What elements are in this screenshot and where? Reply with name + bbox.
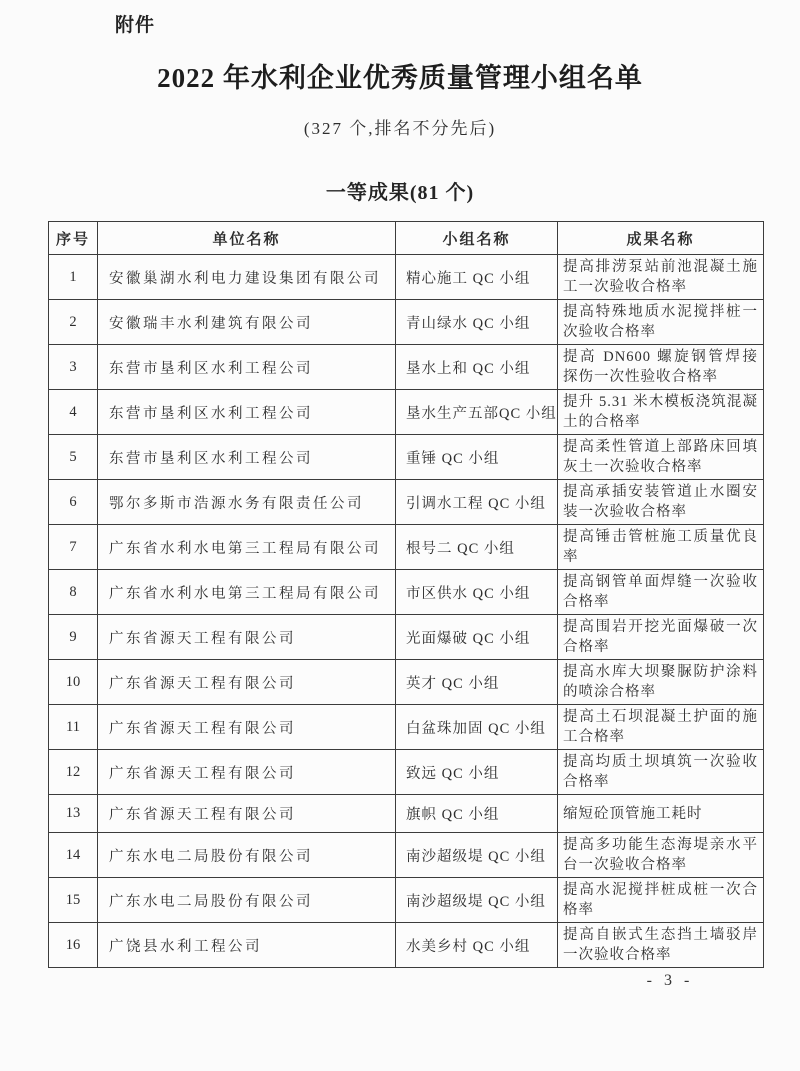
cell-group-name: 青山绿水 QC 小组 — [396, 300, 558, 345]
cell-achievement-name: 提升 5.31 米木模板浇筑混凝土的合格率 — [558, 390, 764, 435]
table-row — [49, 705, 764, 750]
results-table — [48, 221, 764, 968]
cell-unit-name: 东营市垦利区水利工程公司 — [98, 345, 396, 390]
cell-unit-name: 安徽巢湖水利电力建设集团有限公司 — [98, 255, 396, 300]
cell-serial-number: 2 — [49, 300, 98, 345]
cell-unit-name: 广东省源天工程有限公司 — [98, 660, 396, 705]
cell-serial-number: 13 — [49, 795, 98, 833]
cell-unit-name: 广东省源天工程有限公司 — [98, 615, 396, 660]
table-row — [49, 833, 764, 878]
table-row — [49, 878, 764, 923]
table-row — [49, 795, 764, 833]
column-header-achievement: 成果名称 — [558, 222, 764, 255]
cell-achievement-name: 提高自嵌式生态挡土墙驳岸一次验收合格率 — [558, 923, 764, 968]
attachment-label: 附件 — [115, 15, 156, 36]
cell-serial-number: 12 — [49, 750, 98, 795]
cell-serial-number: 11 — [49, 705, 98, 750]
cell-group-name: 白盆珠加固 QC 小组 — [396, 705, 558, 750]
cell-group-name: 垦水生产五部QC 小组 — [396, 390, 558, 435]
table-row — [49, 525, 764, 570]
cell-unit-name: 广东水电二局股份有限公司 — [98, 833, 396, 878]
cell-serial-number: 5 — [49, 435, 98, 480]
page-number: - 3 - — [646, 972, 694, 989]
table-row — [49, 750, 764, 795]
cell-serial-number: 3 — [49, 345, 98, 390]
cell-group-name: 南沙超级堤 QC 小组 — [396, 878, 558, 923]
cell-achievement-name: 提高承插安装管道止水圈安装一次验收合格率 — [558, 480, 764, 525]
cell-group-name: 南沙超级堤 QC 小组 — [396, 833, 558, 878]
column-header-serial-number: 序号 — [49, 222, 98, 255]
cell-unit-name: 广东水电二局股份有限公司 — [98, 878, 396, 923]
cell-group-name: 英才 QC 小组 — [396, 660, 558, 705]
cell-achievement-name: 提高钢管单面焊缝一次验收合格率 — [558, 570, 764, 615]
cell-serial-number: 10 — [49, 660, 98, 705]
cell-unit-name: 广东省水利水电第三工程局有限公司 — [98, 570, 396, 615]
cell-group-name: 精心施工 QC 小组 — [396, 255, 558, 300]
cell-group-name: 水美乡村 QC 小组 — [396, 923, 558, 968]
cell-achievement-name: 提高 DN600 螺旋钢管焊接探伤一次性验收合格率 — [558, 345, 764, 390]
cell-unit-name: 广饶县水利工程公司 — [98, 923, 396, 968]
cell-serial-number: 4 — [49, 390, 98, 435]
cell-group-name: 垦水上和 QC 小组 — [396, 345, 558, 390]
cell-unit-name: 广东省源天工程有限公司 — [98, 705, 396, 750]
section-heading: 一等成果(81 个) — [325, 182, 475, 204]
cell-unit-name: 广东省水利水电第三工程局有限公司 — [98, 525, 396, 570]
table-row — [49, 390, 764, 435]
page-title: 2022 年水利企业优秀质量管理小组名单 — [157, 63, 643, 93]
cell-unit-name: 广东省源天工程有限公司 — [98, 795, 396, 833]
table-row — [49, 480, 764, 525]
cell-achievement-name: 提高围岩开挖光面爆破一次合格率 — [558, 615, 764, 660]
cell-achievement-name: 提高排涝泵站前池混凝土施工一次验收合格率 — [558, 255, 764, 300]
subtitle: (327 个,排名不分先后) — [303, 119, 497, 138]
column-header-group-name: 小组名称 — [396, 222, 558, 255]
cell-achievement-name: 提高特殊地质水泥搅拌桩一次验收合格率 — [558, 300, 764, 345]
cell-achievement-name: 提高水泥搅拌桩成桩一次合格率 — [558, 878, 764, 923]
cell-achievement-name: 提高水库大坝聚脲防护涂料的喷涂合格率 — [558, 660, 764, 705]
table-row — [49, 923, 764, 968]
table-row — [49, 300, 764, 345]
cell-achievement-name: 缩短砼顶管施工耗时 — [558, 795, 764, 833]
cell-achievement-name: 提高土石坝混凝土护面的施工合格率 — [558, 705, 764, 750]
cell-group-name: 市区供水 QC 小组 — [396, 570, 558, 615]
cell-serial-number: 7 — [49, 525, 98, 570]
cell-serial-number: 15 — [49, 878, 98, 923]
cell-unit-name: 鄂尔多斯市浩源水务有限责任公司 — [98, 480, 396, 525]
cell-group-name: 致远 QC 小组 — [396, 750, 558, 795]
cell-achievement-name: 提高锤击管桩施工质量优良率 — [558, 525, 764, 570]
cell-achievement-name: 提高柔性管道上部路床回填灰土一次验收合格率 — [558, 435, 764, 480]
cell-group-name: 光面爆破 QC 小组 — [396, 615, 558, 660]
table-row — [49, 615, 764, 660]
table-row — [49, 255, 764, 300]
table-row — [49, 345, 764, 390]
cell-serial-number: 16 — [49, 923, 98, 968]
cell-unit-name: 东营市垦利区水利工程公司 — [98, 435, 396, 480]
cell-serial-number: 6 — [49, 480, 98, 525]
cell-group-name: 旗帜 QC 小组 — [396, 795, 558, 833]
cell-serial-number: 1 — [49, 255, 98, 300]
column-header-unit-name: 单位名称 — [98, 222, 396, 255]
cell-unit-name: 广东省源天工程有限公司 — [98, 750, 396, 795]
cell-achievement-name: 提高多功能生态海堤亲水平台一次验收合格率 — [558, 833, 764, 878]
cell-group-name: 重锤 QC 小组 — [396, 435, 558, 480]
cell-serial-number: 8 — [49, 570, 98, 615]
table-row — [49, 570, 764, 615]
cell-achievement-name: 提高均质土坝填筑一次验收合格率 — [558, 750, 764, 795]
table-header-row — [49, 222, 764, 255]
cell-serial-number: 9 — [49, 615, 98, 660]
cell-unit-name: 东营市垦利区水利工程公司 — [98, 390, 396, 435]
table-row — [49, 660, 764, 705]
cell-unit-name: 安徽瑞丰水利建筑有限公司 — [98, 300, 396, 345]
cell-serial-number: 14 — [49, 833, 98, 878]
cell-group-name: 引调水工程 QC 小组 — [396, 480, 558, 525]
cell-group-name: 根号二 QC 小组 — [396, 525, 558, 570]
table-row — [49, 435, 764, 480]
